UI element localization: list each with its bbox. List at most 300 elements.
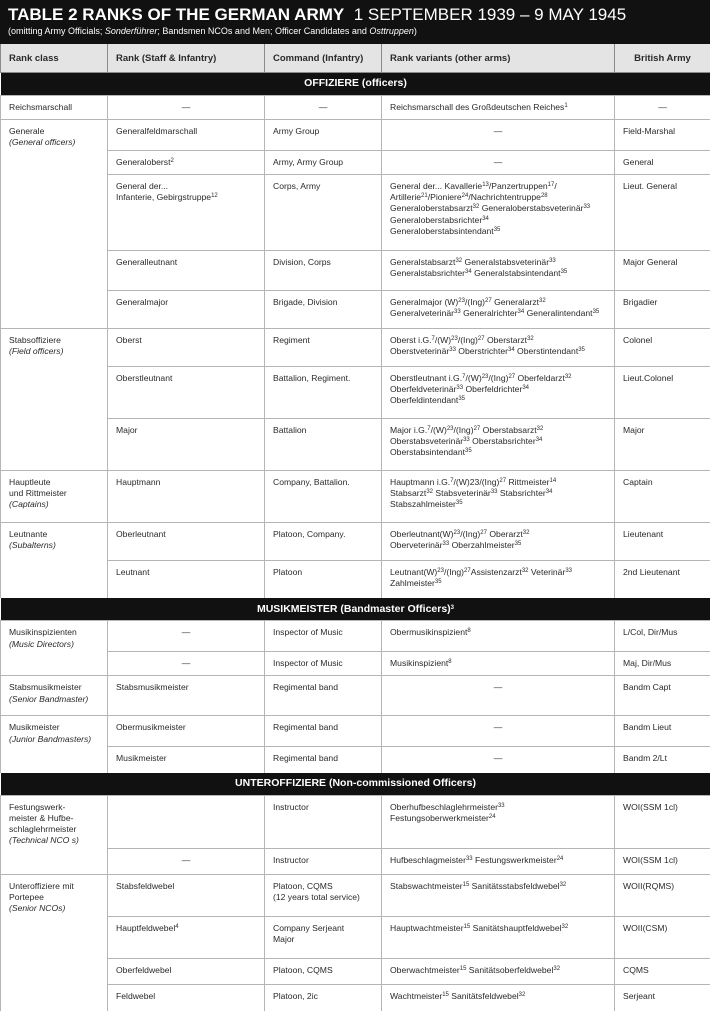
cell-text: Musikmeister	[116, 753, 167, 763]
cell-text: Artillerie	[390, 192, 421, 202]
cell-text: /Nachrichtentruppe	[468, 192, 541, 202]
cell-text: /(Ing)	[444, 567, 464, 577]
cell-text: Generalstabsveterinär	[462, 257, 549, 267]
cell-line	[390, 384, 606, 395]
table-row	[1, 96, 710, 120]
cell-command	[265, 418, 382, 470]
cell-line	[623, 335, 702, 346]
footnote-ref: 34	[522, 385, 529, 391]
cell-command	[265, 366, 382, 418]
cell-line	[116, 192, 256, 203]
cell-rank-variants	[382, 985, 615, 1011]
cell-text: Bandm Lieut	[623, 722, 671, 732]
cell-line	[623, 297, 702, 308]
cell-line	[623, 373, 702, 384]
cell-command	[265, 985, 382, 1011]
footnote-ref: 32	[537, 426, 544, 432]
cell-text: Oberleutnant	[116, 529, 166, 539]
cell-text: Reichsmarschall des Großdeutschen Reiches	[390, 102, 564, 112]
cell-rank-variants	[382, 328, 615, 366]
cell-text: Obermusikmeister	[116, 722, 186, 732]
table-row	[1, 522, 710, 560]
cell-british-army	[615, 328, 710, 366]
table-banner	[0, 0, 710, 44]
cell-british-army	[615, 621, 710, 652]
footnote-ref: 33	[454, 309, 461, 315]
section-title	[1, 73, 710, 96]
cell-british-army	[615, 120, 710, 151]
cell-text: Corps, Army	[273, 181, 320, 191]
cell-command	[265, 676, 382, 716]
cell-text: —	[494, 753, 503, 763]
col-header-variants: Rank variants (other arms)	[382, 44, 615, 73]
cell-text: Battalion, Regiment.	[273, 373, 350, 383]
cell-text: Oberleutnant(W)	[390, 529, 454, 539]
footnote-ref: 35	[578, 347, 585, 353]
footnote-ref: 32	[523, 530, 530, 536]
cell-line	[9, 802, 99, 813]
footnote-ref: 2	[170, 158, 173, 164]
cell-text: Major i.G.	[390, 425, 427, 435]
cell-command	[265, 250, 382, 290]
cell-line	[390, 923, 606, 934]
cell-text: Company Serjeant	[273, 923, 344, 933]
cell-text: Oberstveterinär	[390, 346, 449, 356]
cell-line	[390, 257, 606, 268]
cell-line	[116, 627, 256, 638]
table-row	[1, 959, 710, 985]
cell-text: Oberveterinär	[390, 540, 443, 550]
footnote-ref: 23	[454, 530, 461, 536]
cell-line	[390, 855, 606, 866]
cell-text: Generalveterinär	[390, 308, 454, 318]
cell-line	[116, 753, 256, 764]
cell-line	[273, 923, 373, 934]
cell-rank-variants	[382, 676, 615, 716]
cell-text: Generaloberstabsarzt	[390, 203, 473, 213]
section-header-row	[1, 598, 710, 621]
cell-text: Battalion	[273, 425, 306, 435]
cell-command	[265, 560, 382, 598]
cell-text: Musikinspizient	[390, 658, 448, 668]
cell-rank-variants	[382, 174, 615, 250]
section-header-row	[1, 773, 710, 796]
table-row	[1, 470, 710, 522]
cell-line	[9, 627, 99, 638]
cell-line	[390, 477, 606, 488]
cell-line	[9, 892, 99, 903]
cell-rank-class	[1, 716, 108, 747]
cell-text: WOII(RQMS)	[623, 881, 674, 891]
footnote-ref: 27	[478, 336, 485, 342]
cell-command	[265, 652, 382, 676]
cell-text: Festungswerkmeister	[473, 855, 557, 865]
cell-text: Generalstabsarzt	[390, 257, 455, 267]
footnote-ref: 15	[460, 966, 467, 972]
cell-text: —	[182, 627, 191, 637]
cell-rank	[108, 328, 265, 366]
footnote-ref: 23	[482, 374, 489, 380]
cell-line	[273, 991, 373, 1002]
cell-text: Sanitätsoberfeldwebel	[466, 965, 553, 975]
cell-line	[623, 425, 702, 436]
cell-text: /(Ing)	[488, 373, 508, 383]
cell-rank-class	[1, 795, 108, 848]
cell-text: Generaloberstabsveterinär	[479, 203, 583, 213]
cell-rank	[108, 985, 265, 1011]
table-row	[1, 328, 710, 366]
subtitle-part: Osttruppen	[369, 26, 414, 36]
cell-rank-variants	[382, 560, 615, 598]
footnote-ref: 24	[489, 814, 496, 820]
footnote-ref: 15	[442, 992, 449, 998]
cell-text: Reichsmarschall	[9, 102, 72, 112]
cell-text: Leutnante	[9, 529, 47, 539]
cell-british-army	[615, 96, 710, 120]
cell-rank-variants	[382, 959, 615, 985]
cell-text: Infanterie, Gebirgstruppe	[116, 192, 211, 202]
cell-text: Brigade, Division	[273, 297, 337, 307]
cell-text: Festungswerk-	[9, 802, 65, 812]
cell-line	[116, 425, 256, 436]
cell-text: General der...	[116, 181, 168, 191]
cell-line	[623, 257, 702, 268]
cell-line	[390, 297, 606, 308]
cell-text: Regimental band	[273, 753, 338, 763]
cell-text: /(Ing)	[458, 335, 478, 345]
cell-rank-class	[1, 470, 108, 522]
cell-text: Generalarzt	[492, 297, 539, 307]
footnote-ref: 7	[450, 478, 453, 484]
cell-line	[116, 658, 256, 669]
cell-text: Feldwebel	[116, 991, 155, 1001]
cell-line	[273, 102, 373, 113]
cell-command	[265, 470, 382, 522]
cell-text: —	[494, 682, 503, 692]
cell-text: Hufbeschlagmeister	[390, 855, 466, 865]
cell-line	[390, 567, 606, 578]
cell-text: —	[182, 102, 191, 112]
cell-line	[390, 157, 606, 168]
table-row	[1, 418, 710, 470]
cell-text: Lieutenant	[623, 529, 663, 539]
footnote-ref: 32	[473, 204, 480, 210]
cell-command	[265, 621, 382, 652]
cell-rank	[108, 875, 265, 917]
cell-text: Stabsarzt	[390, 488, 426, 498]
cell-text: Sanitätshauptfeldwebel	[470, 923, 561, 933]
cell-line	[9, 126, 99, 137]
cell-rank-variants	[382, 747, 615, 773]
cell-rank-variants	[382, 418, 615, 470]
cell-line	[390, 346, 606, 357]
cell-text: Oberhufbeschlaglehrmeister	[390, 802, 498, 812]
cell-line	[390, 658, 606, 669]
cell-line	[273, 892, 373, 903]
section-label: OFFIZIERE (officers)	[304, 77, 407, 89]
cell-text: Oberwachtmeister	[390, 965, 460, 975]
cell-text: Stabsveterinär	[433, 488, 491, 498]
cell-rank-class	[1, 621, 108, 652]
cell-text: Generaloberstabsrichter	[390, 215, 482, 225]
cell-line	[623, 181, 702, 192]
footnote-ref: 33	[463, 437, 470, 443]
cell-rank-class	[1, 96, 108, 120]
footnote-ref: 33	[565, 568, 572, 574]
footnote-ref: 27	[480, 530, 487, 536]
cell-line	[116, 181, 256, 192]
table-row	[1, 621, 710, 652]
cell-british-army	[615, 366, 710, 418]
cell-rank-class	[1, 917, 108, 959]
footnote-ref: 23	[458, 298, 465, 304]
cell-text: WOI(SSM 1cl)	[623, 855, 678, 865]
table-row	[1, 747, 710, 773]
cell-line	[9, 102, 99, 113]
cell-text: Stabswachtmeister	[390, 881, 463, 891]
footnote-ref: 27	[508, 374, 515, 380]
cell-line	[9, 824, 99, 835]
cell-rank-variants	[382, 470, 615, 522]
cell-rank-variants	[382, 96, 615, 120]
cell-text: Oberfeldwebel	[116, 965, 171, 975]
cell-text: Hauptleute	[9, 477, 51, 487]
cell-line	[390, 215, 606, 226]
cell-text: Hauptfeldwebel	[116, 923, 175, 933]
table-row	[1, 290, 710, 328]
cell-line	[116, 102, 256, 113]
cell-line	[623, 658, 702, 669]
title-dates: 1 SEPTEMBER 1939 – 9 MAY 1945	[354, 5, 626, 24]
table-row	[1, 849, 710, 875]
cell-rank-variants	[382, 290, 615, 328]
cell-line	[273, 335, 373, 346]
cell-british-army	[615, 985, 710, 1011]
cell-text: WOI(SSM 1cl)	[623, 802, 678, 812]
cell-command	[265, 849, 382, 875]
cell-line	[390, 425, 606, 436]
cell-rank	[108, 366, 265, 418]
cell-line	[623, 157, 702, 168]
footnote-ref: 35	[458, 396, 465, 402]
subtitle-part: (omitting Army Officials;	[8, 26, 105, 36]
cell-text: /(W)23/(Ing)	[454, 477, 500, 487]
cell-line	[116, 126, 256, 137]
cell-text: Lieut. General	[623, 181, 677, 191]
cell-text: Oberfeldintendant	[390, 395, 458, 405]
cell-command	[265, 716, 382, 747]
cell-rank-class	[1, 290, 108, 328]
cell-text: /	[554, 181, 556, 191]
col-header-rank: Rank (Staff & Infantry)	[108, 44, 265, 73]
cell-line	[390, 268, 606, 279]
cell-line	[116, 991, 256, 1002]
cell-text: Instructor	[273, 802, 309, 812]
cell-text: Oberstabsarzt	[480, 425, 536, 435]
table-row	[1, 716, 710, 747]
cell-text: Army Group	[273, 126, 319, 136]
subtitle-part: Sonderführer	[105, 26, 158, 36]
cell-rank-variants	[382, 716, 615, 747]
cell-text: /(Ing)	[454, 425, 474, 435]
cell-line	[390, 991, 606, 1002]
cell-line	[623, 881, 702, 892]
cell-line	[116, 855, 256, 866]
cell-text: Major	[116, 425, 138, 435]
cell-line	[273, 855, 373, 866]
cell-line	[390, 226, 606, 237]
cell-rank-variants	[382, 150, 615, 174]
cell-rank-class	[1, 174, 108, 250]
cell-text: Inspector of Music	[273, 658, 343, 668]
cell-text: Major	[273, 934, 295, 944]
cell-text: General der... Kavallerie	[390, 181, 482, 191]
table-subtitle	[8, 25, 702, 38]
cell-text: —	[494, 157, 503, 167]
table-row	[1, 150, 710, 174]
footnote-ref: 33	[456, 385, 463, 391]
footnote-ref: 15	[464, 924, 471, 930]
rank-class-english: (Music Directors)	[9, 639, 99, 650]
cell-text: Stabsmusikmeister	[116, 682, 189, 692]
cell-text: Generalfeldmarschall	[116, 126, 197, 136]
cell-line	[273, 722, 373, 733]
cell-text: Hauptmann	[116, 477, 160, 487]
cell-text: Captain	[623, 477, 653, 487]
cell-line	[623, 627, 702, 638]
footnote-ref: 33	[449, 347, 456, 353]
rank-class-english: (Subalterns)	[9, 540, 99, 551]
col-header-command: Command (Infantry)	[265, 44, 382, 73]
cell-text: Brigadier	[623, 297, 657, 307]
ranks-table	[0, 44, 710, 1011]
cell-line	[390, 436, 606, 447]
footnote-ref: 8	[448, 659, 451, 665]
cell-line	[116, 881, 256, 892]
cell-rank-class	[1, 120, 108, 151]
cell-british-army	[615, 849, 710, 875]
cell-line	[623, 753, 702, 764]
cell-text: Lieut.Colonel	[623, 373, 673, 383]
table-row	[1, 652, 710, 676]
cell-rank-class	[1, 366, 108, 418]
footnote-ref: 1	[564, 103, 567, 109]
cell-text: Platoon	[273, 567, 302, 577]
cell-text: Instructor	[273, 855, 309, 865]
footnote-ref: 27	[474, 426, 481, 432]
footnote-ref: 35	[561, 269, 568, 275]
cell-text: Generalrichter	[461, 308, 518, 318]
cell-line	[623, 802, 702, 813]
footnote-ref: 33	[549, 258, 556, 264]
cell-text: Major	[623, 425, 645, 435]
col-header-rank-class: Rank class	[1, 44, 108, 73]
cell-text: Oberst	[116, 335, 142, 345]
cell-rank-variants	[382, 120, 615, 151]
cell-command	[265, 522, 382, 560]
footnote-ref: 4	[175, 924, 178, 930]
cell-text: Generalmajor	[116, 297, 168, 307]
footnote-ref: 32	[522, 568, 529, 574]
cell-text: Oberzahlmeister	[449, 540, 514, 550]
subtitle-part: ; Bandsmen NCOs and Men; Officer Candidates and	[157, 26, 369, 36]
footnote-ref: 32	[562, 924, 569, 930]
cell-line	[116, 722, 256, 733]
cell-text: Field-Marshal	[623, 126, 675, 136]
table-row	[1, 366, 710, 418]
cell-british-army	[615, 418, 710, 470]
cell-rank-variants	[382, 917, 615, 959]
footnote-ref: 23	[437, 568, 444, 574]
footnote-ref: 34	[508, 347, 515, 353]
cell-line	[273, 934, 373, 945]
cell-text: /(W)	[465, 373, 481, 383]
cell-british-army	[615, 676, 710, 716]
footnote-ref: 35	[435, 579, 442, 585]
cell-rank	[108, 522, 265, 560]
subtitle-part: )	[414, 26, 417, 36]
cell-line	[9, 529, 99, 540]
cell-line	[390, 126, 606, 137]
col-header-british: British Army	[615, 44, 710, 73]
cell-british-army	[615, 716, 710, 747]
cell-rank	[108, 250, 265, 290]
cell-line	[273, 181, 373, 192]
footnote-ref: 7	[432, 336, 435, 342]
cell-text: Assistenzarzt	[471, 567, 522, 577]
footnote-ref: 32	[519, 992, 526, 998]
cell-rank	[108, 96, 265, 120]
cell-rank-class	[1, 652, 108, 676]
cell-text: Generaloberst	[116, 157, 170, 167]
footnote-ref: 23	[447, 426, 454, 432]
rank-class-english: (Senior NCOs)	[9, 903, 99, 914]
cell-line	[9, 335, 99, 346]
cell-line	[273, 802, 373, 813]
table-row	[1, 985, 710, 1011]
cell-command	[265, 290, 382, 328]
cell-line	[273, 682, 373, 693]
cell-text: Hauptwachtmeister	[390, 923, 464, 933]
cell-text: Stabsmusikmeister	[9, 682, 82, 692]
section-title	[1, 773, 710, 796]
cell-rank	[108, 290, 265, 328]
cell-rank	[108, 174, 265, 250]
cell-text: WOII(CSM)	[623, 923, 667, 933]
cell-rank-class	[1, 747, 108, 773]
section-label: UNTEROFFIZIERE (Non-commissioned Officers)	[235, 777, 476, 789]
cell-text: Oberfeldveterinär	[390, 384, 456, 394]
cell-rank	[108, 418, 265, 470]
cell-british-army	[615, 470, 710, 522]
cell-line	[9, 682, 99, 693]
cell-line	[390, 447, 606, 458]
cell-text: L/Col, Dir/Mus	[623, 627, 677, 637]
footnote-ref: 33	[583, 204, 590, 210]
cell-rank-class	[1, 522, 108, 560]
cell-line	[390, 881, 606, 892]
footnote-ref: 24	[462, 193, 469, 199]
cell-command	[265, 328, 382, 366]
cell-line	[623, 991, 702, 1002]
cell-line	[390, 308, 606, 319]
cell-text: Oberarzt	[487, 529, 523, 539]
footnote-ref: 32	[565, 374, 572, 380]
cell-rank-class	[1, 849, 108, 875]
rank-class-english: (Field officers)	[9, 346, 99, 357]
cell-text: /(Ing)	[460, 529, 480, 539]
cell-rank	[108, 747, 265, 773]
